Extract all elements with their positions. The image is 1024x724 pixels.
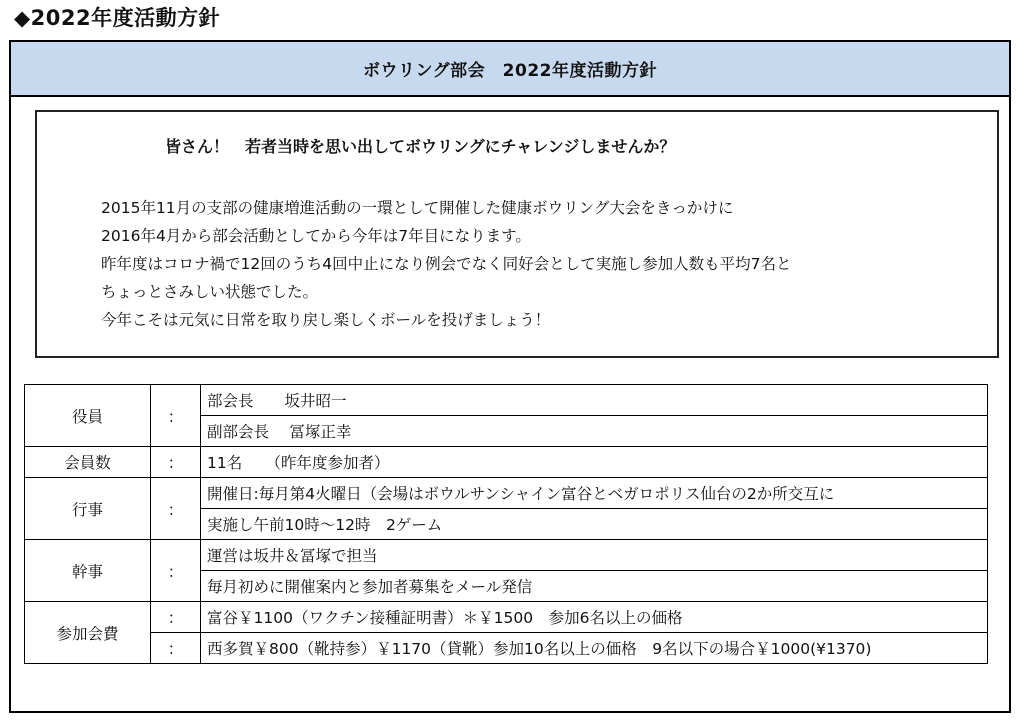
fees-tomiya: 富谷￥1100（ワクチン接種証明書）＊￥1500 参加6名以上の価格 bbox=[201, 602, 988, 633]
officers-label: 役員 bbox=[25, 385, 151, 447]
message-line: 2015年11月の支部の健康増進活動の一環として開催した健康ボウリング大会をきっかけに bbox=[101, 199, 734, 217]
colon: ： bbox=[151, 447, 201, 478]
officer-vice-chair: 副部会長 冨塚正幸 bbox=[201, 416, 988, 447]
events-label: 行事 bbox=[25, 478, 151, 540]
table-row bbox=[25, 478, 988, 509]
table-row bbox=[25, 540, 988, 571]
message-line: ちょっとさみしい状態でした。 bbox=[101, 283, 319, 301]
colon: ： bbox=[151, 602, 201, 633]
message-body bbox=[101, 194, 791, 334]
table-row bbox=[25, 385, 988, 416]
fees-label: 参加会費 bbox=[25, 602, 151, 664]
colon: ： bbox=[151, 633, 201, 664]
info-table bbox=[24, 384, 988, 664]
organizers-email: 毎月初めに開催案内と参加者募集をメール発信 bbox=[201, 571, 988, 602]
members-label: 会員数 bbox=[25, 447, 151, 478]
colon: ： bbox=[151, 540, 201, 602]
members-value: 11名 （昨年度参加者） bbox=[201, 447, 988, 478]
colon: ： bbox=[151, 385, 201, 447]
title-banner: ボウリング部会 2022年度活動方針 bbox=[11, 42, 1009, 97]
page-heading: ◆2022年度活動方針 bbox=[14, 6, 221, 30]
organizers-label: 幹事 bbox=[25, 540, 151, 602]
greeting-text: 皆さん！ 若者当時を思い出してボウリングにチャレンジしませんか？ bbox=[165, 137, 676, 156]
table-row bbox=[25, 447, 988, 478]
events-time: 実施し午前10時～12時 2ゲーム bbox=[201, 509, 988, 540]
fees-nishitaga: 西多賀￥800（靴持参）￥1170（貸靴）参加10名以上の価格 9名以下の場合￥1000(¥1370) bbox=[201, 633, 988, 664]
officer-chair: 部会長 坂井昭一 bbox=[201, 385, 988, 416]
events-schedule: 開催日:毎月第4火曜日（会場はボウルサンシャイン富谷とベガロポリス仙台の2か所交互に bbox=[201, 478, 988, 509]
message-line: 今年こそは元気に日常を取り戻し楽しくボールを投げましょう！ bbox=[101, 311, 551, 329]
message-line: 2016年4月から部会活動としてから今年は7年目になります。 bbox=[101, 227, 531, 245]
message-line: 昨年度はコロナ禍で12回のうち4回中止になり例会でなく同好会として実施し参加人数も平均7名と bbox=[101, 255, 792, 273]
table-row bbox=[25, 602, 988, 633]
colon: ： bbox=[151, 478, 201, 540]
table-row bbox=[25, 633, 988, 664]
organizers-operation: 運営は坂井＆冨塚で担当 bbox=[201, 540, 988, 571]
message-box bbox=[35, 110, 999, 358]
